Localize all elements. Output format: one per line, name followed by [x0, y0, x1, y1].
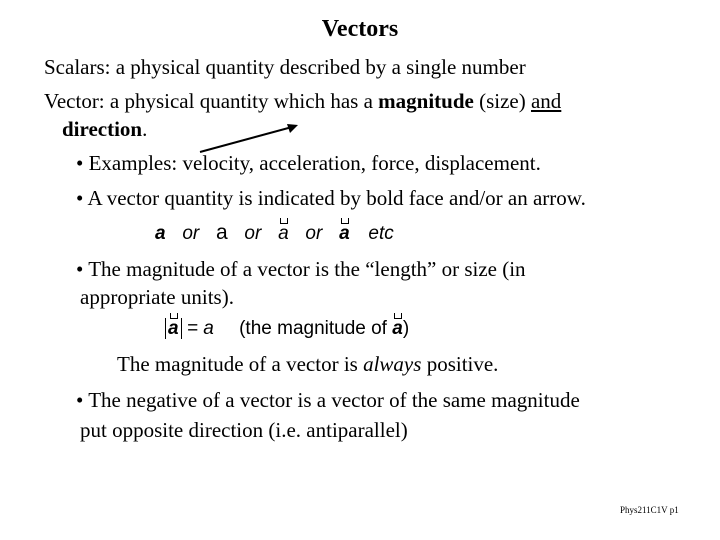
bullet-length-line1: • The magnitude of a vector is the “length” or size (in [76, 257, 526, 281]
notation-row [155, 221, 394, 245]
formula-text: (the magnitude of [239, 318, 387, 339]
formula-vec-a: a [392, 318, 403, 339]
bullet-negative-line1: • The negative of a vector is a vector of the same magnitude [76, 388, 580, 412]
direction-term: direction [62, 117, 143, 141]
notation-bold-a: a [155, 223, 166, 244]
vector-definition-prefix: Vector: a physical quantity which has a [44, 89, 379, 113]
scalars-definition: Scalars: a physical quantity described by a single number [44, 55, 526, 79]
abs-bars [165, 318, 182, 339]
notation-or-2: or [244, 223, 262, 244]
formula-close: ) [402, 318, 410, 339]
notation-or-1: or [182, 223, 200, 244]
slide-footer: Phys211C1V p1 [620, 505, 679, 515]
bullet-notation: • A vector quantity is indicated by bold face and/or an arrow. [76, 186, 586, 210]
bullet-length-line2: appropriate units). [80, 285, 234, 309]
magnitude-formula [165, 318, 409, 340]
size-text: (size) [473, 89, 531, 113]
magnitude-term: magnitude [378, 89, 474, 113]
always-word: always [363, 352, 422, 376]
formula-equals: = a [186, 318, 214, 339]
formula-vector-a: a [168, 318, 179, 339]
notation-plain-a: a [215, 221, 228, 244]
direction-period: . [142, 117, 148, 141]
notation-bold-arrow-a: a [339, 223, 350, 244]
notation-etc: etc [368, 223, 394, 244]
notation-arrow-a: a [278, 223, 289, 244]
always-prefix: The magnitude of a vector is [117, 352, 364, 376]
always-suffix: positive. [421, 352, 499, 376]
page-title: Vectors [321, 16, 399, 42]
bullet-examples: • Examples: velocity, acceleration, force, displacement. [76, 151, 541, 175]
and-text: and [530, 89, 562, 113]
notation-or-3: or [305, 223, 323, 244]
always-positive-line [117, 352, 498, 376]
bullet-negative-line2: put opposite direction (i.e. antiparallel) [80, 418, 408, 442]
